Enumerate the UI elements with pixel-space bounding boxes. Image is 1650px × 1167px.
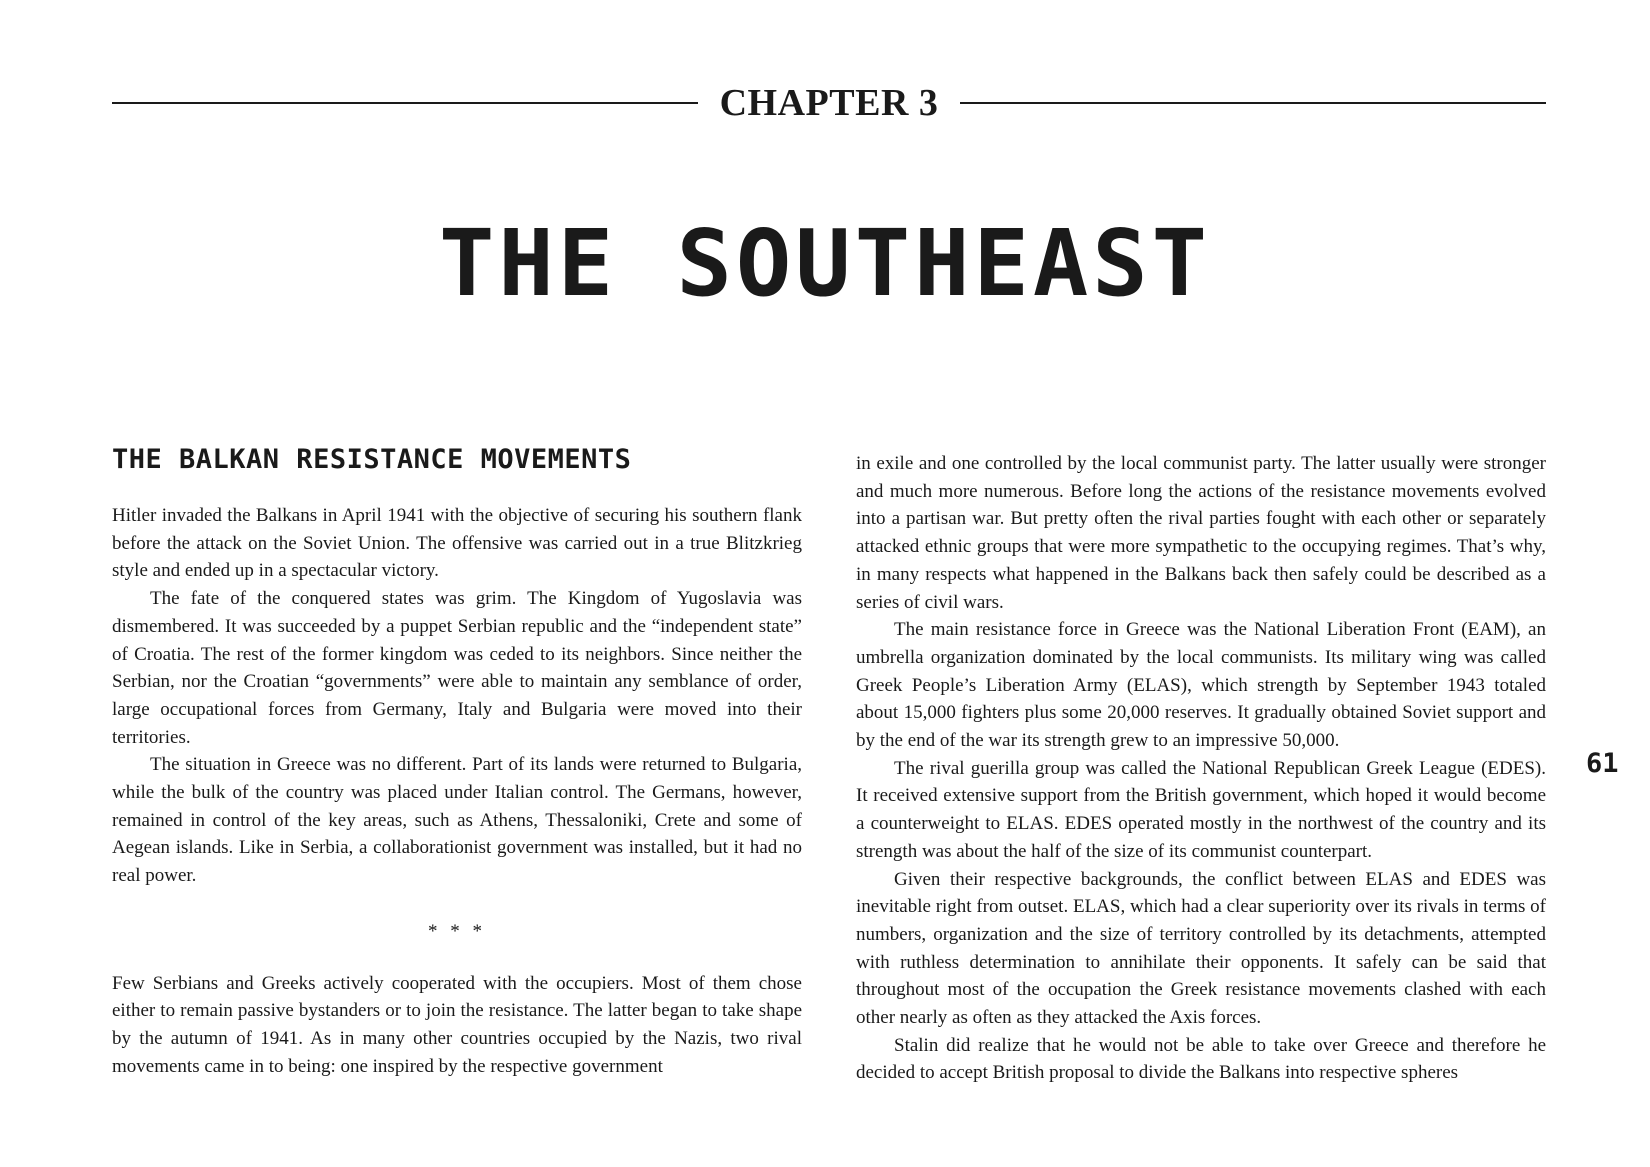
left-column-body — [112, 502, 802, 1080]
chapter-label: CHAPTER 3 — [719, 82, 939, 124]
right-column — [856, 450, 1546, 1087]
chapter-rule-left — [112, 102, 698, 104]
paragraph: The main resistance force in Greece was the National Liberation Front (EAM), an umbrella organization dominated by the local communists. Its military wing was called Greek People’s Liberation Army (ELAS), which strength by September 1943 totaled about 15,000 fighters plus some 20,000 reserves. It gradually obtained Soviet support and by the end of the war its strength grew to an impressive 50,000. — [856, 619, 1546, 752]
paragraph: The situation in Greece was no different. Part of its lands were returned to Bulgaria, while the bulk of the country was placed under Italian control. The Germans, however, remained in control of the key areas, such as Athens, Thessaloniki, Crete and some of Aegean islands. Like in Serbia, a collaborationist government was installed, but it had no real power. — [112, 754, 802, 887]
paragraph: Given their respective backgrounds, the conflict between ELAS and EDES was inevitable right from outset. ELAS, which had a clear superiority over its rivals in terms of numbers, organization and the size of territory controlled by its detachments, attempted with ruthless determination to annihilate their opponents. It safely can be said that throughout most of the occupation the Greek resistance movements clashed with each other nearly as often as they attacked the Axis forces. — [856, 868, 1546, 1029]
paragraph: Few Serbians and Greeks actively cooperated with the occupiers. Most of them chose either to remain passive bystanders or to join the resistance. The latter began to take shape by the autumn of 1941. As in many other countries occupied by the Nazis, two rival movements came in to being: one inspired by the respective government — [112, 972, 802, 1077]
chapter-rule-right — [960, 102, 1546, 104]
section-heading: THE BALKAN RESISTANCE MOVEMENTS — [112, 444, 632, 475]
chapter-header — [112, 78, 1546, 128]
chapter-title: THE SOUTHEAST — [438, 210, 1212, 317]
paragraph: Hitler invaded the Balkans in April 1941 with the objective of securing his southern flank before the attack on the Soviet Union. The offensive was carried out in a true Blitzkrieg style and ended up in a spectacular victory. — [112, 505, 802, 582]
left-column — [112, 444, 802, 1080]
scene-break: * * * — [428, 920, 486, 942]
paragraph: The fate of the conquered states was grim. The Kingdom of Yugoslavia was dismembered. It was succeeded by a puppet Serbian republic and the “independent state” of Croatia. The rest of the former kingdom was ceded to its neighbors. Since neither the Serbian, nor the Croatian “governments” were able to maintain any semblance of order, large occupational forces from Germany, Italy and Bulgaria were moved into their territories. — [112, 588, 802, 748]
page-number: 61 — [1586, 748, 1619, 779]
paragraph: The rival guerilla group was called the National Republican Greek League (EDES). It received extensive support from the British government, which hoped it would become a counterweight to ELAS. EDES operated mostly in the northwest of the country and its strength was about the half of the size of its communist counterpart. — [856, 757, 1546, 862]
paragraph: Stalin did realize that he would not be able to take over Greece and therefore he decided to accept British proposal to divide the Balkans into respective spheres — [856, 1034, 1546, 1084]
right-column-body — [856, 450, 1546, 1087]
paragraph: in exile and one controlled by the local communist party. The latter usually were stronger and much more numerous. Before long the actions of the resistance movements evolved into a partisan war. But pretty often the rival parties fought with each other or separately attacked ethnic groups that were more sympathetic to the occupying regimes. That’s why, in many respects what happened in the Balkans back then safely could be described as a series of civil wars. — [856, 453, 1546, 613]
